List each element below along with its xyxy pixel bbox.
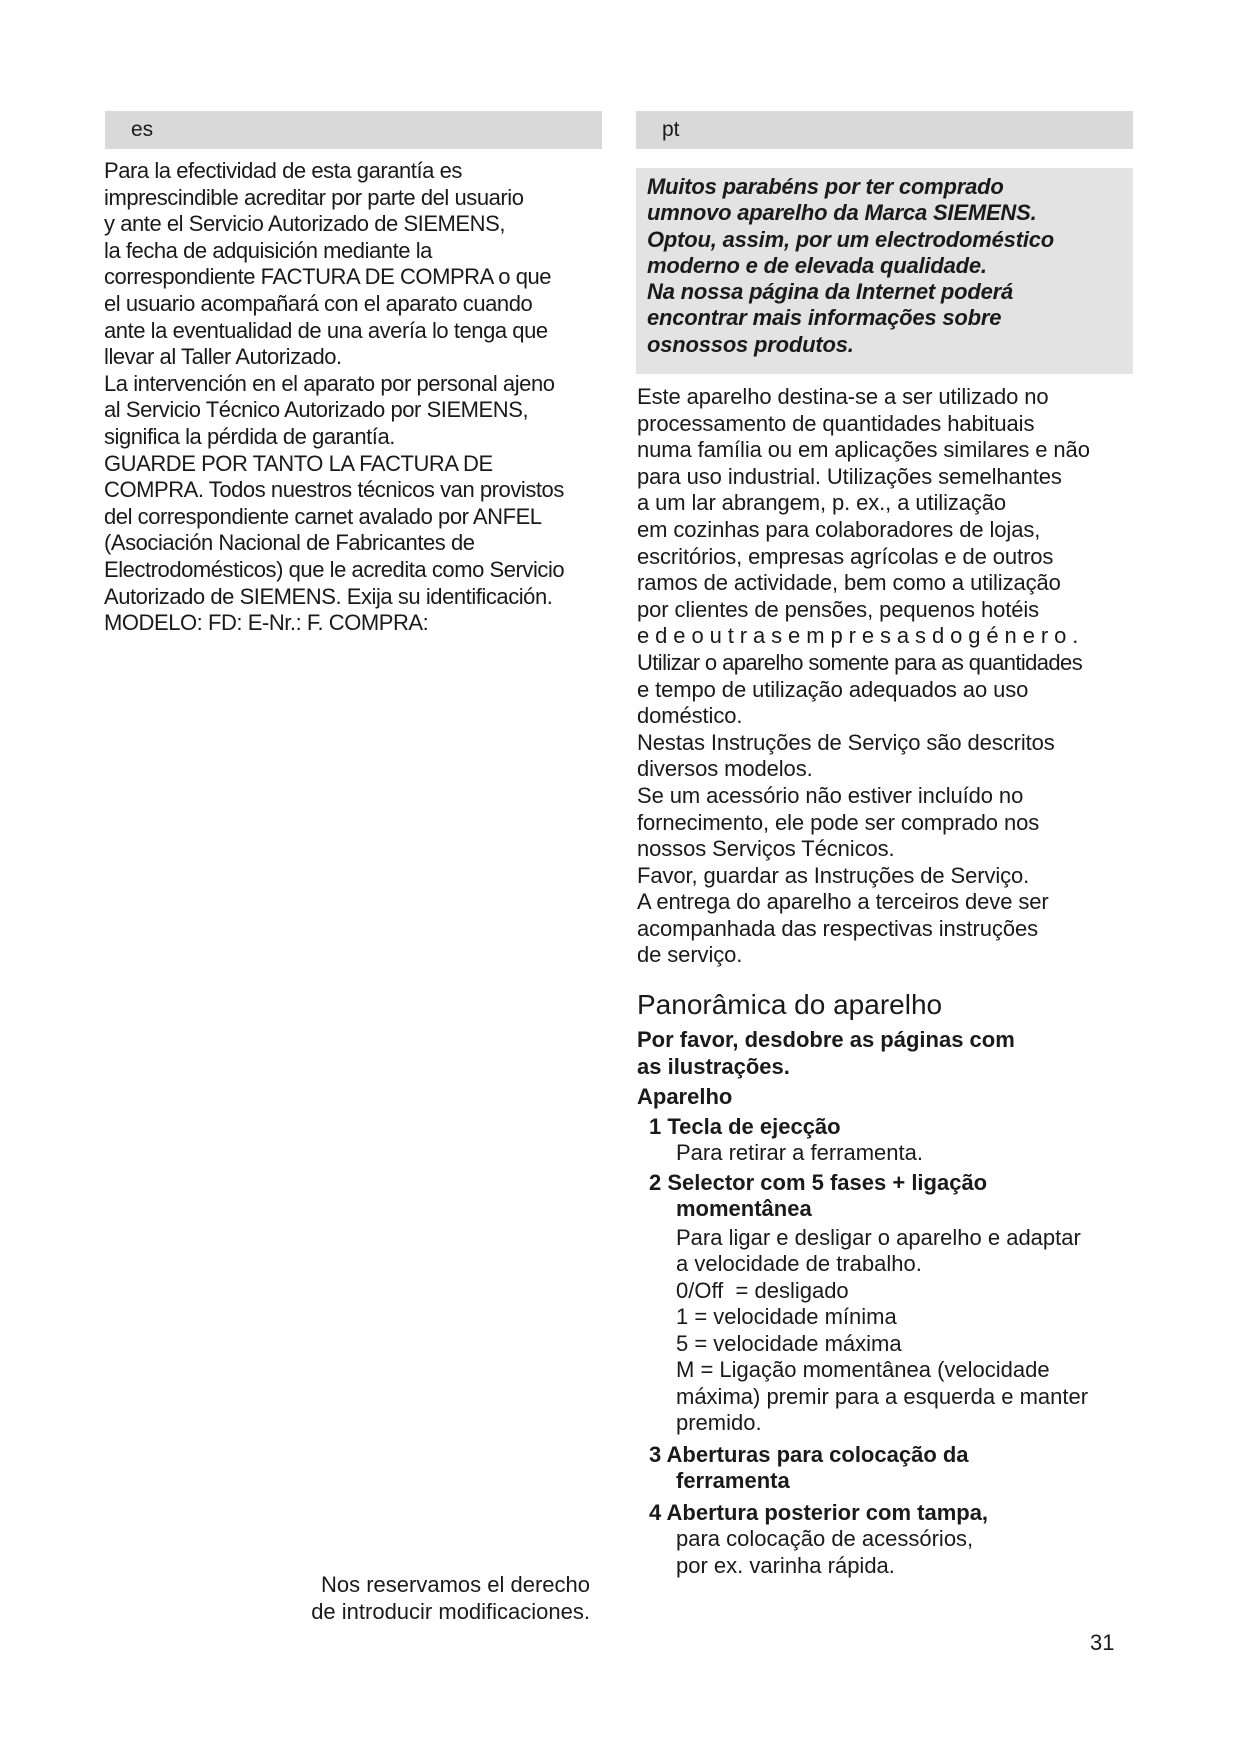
pt-line: por clientes de pensões, pequenos hotéis: [637, 596, 1040, 622]
item-body-line: Para ligar e desligar o aparelho e adaptar: [676, 1224, 1081, 1250]
pt-line: A entrega do aparelho a terceiros deve ser: [637, 889, 1049, 915]
notice-line: de introducir modificaciones.: [311, 1598, 590, 1624]
es-line: Para la efectividad de esta garantía es: [104, 158, 462, 183]
pt-line: de serviço.: [637, 942, 743, 968]
pt-line: escritórios, empresas agrícolas e de outros: [637, 543, 1054, 569]
item-body: [637, 1140, 1137, 1167]
pt-line: processamento de quantidades habituais: [637, 410, 1035, 436]
es-line: MODELO: FD: E-Nr.: F. COMPRA:: [104, 610, 429, 636]
es-line: del correspondiente carnet avalado por ANFEL: [104, 503, 542, 529]
es-line: La intervención en el aparato por personal ajeno: [104, 370, 555, 396]
notice-line: Nos reservamos el derecho: [320, 1572, 590, 1597]
language-label-es: es: [131, 118, 154, 141]
item-title: [637, 1442, 1137, 1495]
item-title-text: 1 Tecla de ejecção: [649, 1113, 841, 1139]
item-body-line: máxima) premir para a esquerda e manter: [676, 1383, 1089, 1409]
item-body-line: M = Ligação momentânea (velocidade: [676, 1357, 1050, 1382]
pt-intro-line: Muitos parabéns por ter comprado: [647, 174, 1004, 199]
pt-intro-box: [636, 168, 1133, 374]
item-body: [637, 1526, 1137, 1579]
pt-line: diversos modelos.: [637, 756, 813, 782]
es-line: al Servicio Técnico Autorizado por SIEMENS,: [104, 397, 529, 423]
es-line: (Asociación Nacional de Fabricantes de: [104, 530, 475, 556]
es-line: llevar al Taller Autorizado.: [104, 344, 342, 370]
item-body-line: por ex. varinha rápida.: [676, 1552, 895, 1578]
item-body-line: para colocação de acessórios,: [676, 1526, 974, 1551]
pt-intro-line: osnossos produtos.: [647, 331, 854, 357]
item-body-line: 0/Off = desligado: [676, 1277, 849, 1303]
overview-item-4: [637, 1500, 1137, 1580]
item-body-line: a velocidade de trabalho.: [676, 1251, 922, 1276]
item-body: [637, 1225, 1137, 1437]
es-line: el usuario acompañará con el aparato cuando: [104, 290, 533, 316]
overview-item-2: [637, 1170, 1137, 1437]
es-line: GUARDE POR TANTO LA FACTURA DE: [104, 450, 493, 476]
item-title-text: 3 Aberturas para colocação da: [649, 1441, 969, 1467]
pt-intro-line: moderno e de elevada qualidade.: [647, 252, 987, 278]
page-number: 31: [1090, 1630, 1115, 1655]
pt-line: ramos de actividade, bem como a utilização: [637, 570, 1061, 596]
pt-line: Este aparelho destina-se a ser utilizado no: [637, 384, 1049, 409]
pt-line: Se um acessório não estiver incluído no: [637, 782, 1024, 808]
pt-line: nossos Serviços Técnicos.: [637, 836, 895, 862]
item-title-continuation: ferramenta: [676, 1468, 790, 1493]
pt-intro-line: umnovo aparelho da Marca SIEMENS.: [647, 200, 1037, 226]
unfold-note-line: Por favor, desdobre as páginas com: [637, 1027, 1015, 1052]
es-line: Electrodomésticos) que le acredita como Servicio: [104, 556, 565, 582]
item-title: [637, 1500, 1137, 1527]
es-line: COMPRA. Todos nuestros técnicos van provistos: [104, 477, 564, 503]
pt-intro-line: Optou, assim, por um electrodoméstico: [647, 226, 1055, 252]
pt-line: Nestas Instruções de Serviço são descritos: [637, 729, 1055, 755]
item-body-line: premido.: [676, 1410, 762, 1435]
pt-line: e tempo de utilização adequados ao uso: [637, 676, 1029, 702]
item-body-line: 5 = velocidade máxima: [676, 1330, 902, 1356]
unfold-note-line: as ilustrações.: [637, 1053, 790, 1079]
es-modification-notice: [270, 1572, 590, 1625]
es-line: correspondiente FACTURA DE COMPRA o que: [104, 264, 552, 290]
es-line: significa la pérdida de garantía.: [104, 423, 395, 449]
pt-line: em cozinhas para colaboradores de lojas,: [637, 516, 1041, 542]
es-line: imprescindible acreditar por parte del usuario: [104, 184, 524, 210]
pt-intro-line: Na nossa página da Internet poderá: [647, 279, 1014, 305]
es-warranty-text: [104, 158, 614, 637]
pt-line: doméstico.: [637, 703, 743, 729]
pt-line: acompanhada das respectivas instruções: [637, 915, 1038, 941]
overview-item-3: [637, 1442, 1137, 1495]
item-body-line: Para retirar a ferramenta.: [676, 1140, 923, 1165]
overview-heading: Panorâmica do aparelho: [637, 989, 943, 1020]
language-header-es: [105, 111, 602, 149]
appliance-overview: [637, 988, 1137, 1579]
es-line: Autorizado de SIEMENS. Exija su identificación.: [104, 583, 553, 609]
pt-line: Favor, guardar as Instruções de Serviço.: [637, 862, 1030, 888]
pt-line: e d e o u t r a s e m p r e s a s d o g é n e r o .: [637, 623, 1079, 649]
es-line: la fecha de adquisición mediante la: [104, 237, 432, 263]
pt-line: para uso industrial. Utilizações semelhantes: [637, 463, 1062, 489]
language-header-pt: [636, 111, 1133, 149]
item-body-line: 1 = velocidade mínima: [676, 1304, 897, 1329]
pt-usage-text: [637, 384, 1157, 969]
appliance-subheading: Aparelho: [637, 1084, 733, 1109]
pt-line: a um lar abrangem, p. ex., a utilização: [637, 490, 1007, 516]
item-title-text: 2 Selector com 5 fases + ligação: [649, 1169, 988, 1195]
es-line: y ante el Servicio Autorizado de SIEMENS,: [104, 211, 505, 237]
item-title-continuation: momentânea: [676, 1196, 812, 1221]
pt-line: Utilizar o aparelho somente para as quantidades: [637, 649, 1083, 675]
pt-line: fornecimento, ele pode ser comprado nos: [637, 809, 1040, 835]
es-line: ante la eventualidad de una avería lo tenga que: [104, 317, 548, 343]
item-title: [637, 1170, 1137, 1223]
item-title-text: 4 Abertura posterior com tampa,: [649, 1499, 989, 1525]
language-label-pt: pt: [662, 118, 680, 141]
pt-intro-line: encontrar mais informações sobre: [647, 305, 1002, 331]
pt-line: numa família ou em aplicações similares e não: [637, 437, 1090, 463]
overview-item-1: [637, 1114, 1137, 1167]
item-title: [637, 1114, 1137, 1141]
